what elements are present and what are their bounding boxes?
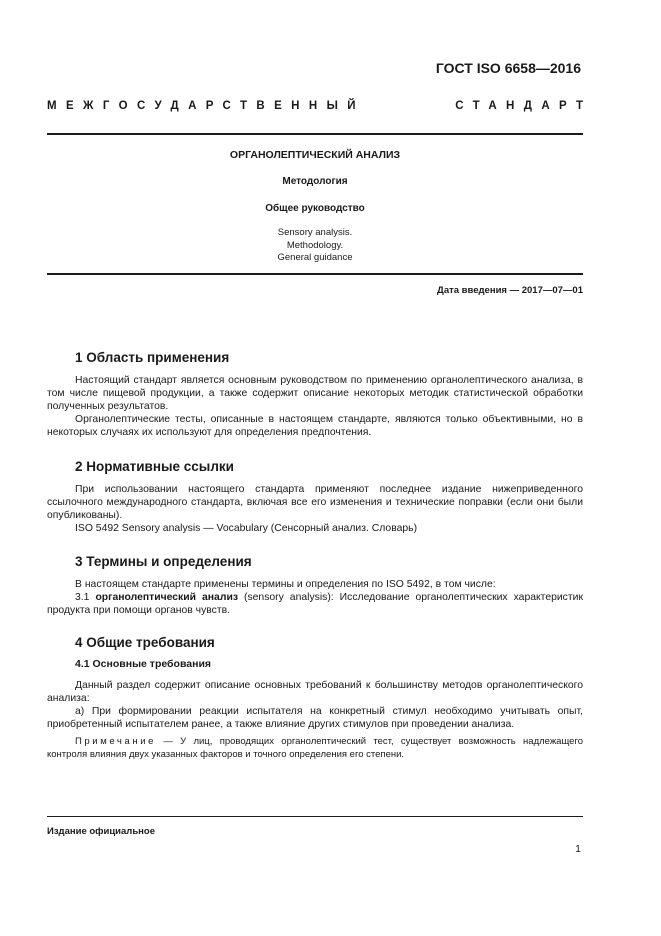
- section-2: [47, 460, 583, 535]
- paragraph: Органолептические тесты, описанные в настоящем стандарте, являются только объективными, но в некоторых случаях их используют для определения предпочтения.: [47, 414, 583, 438]
- section-3: [47, 555, 583, 617]
- header-divider: [47, 133, 583, 135]
- interstate-standard-banner: [47, 100, 593, 112]
- note-label: Примечание: [75, 736, 156, 747]
- interstate-label: МЕЖГОСУДАРСТВЕННЫЙ: [47, 100, 365, 112]
- english-title-line: General guidance: [277, 252, 353, 263]
- section-4: [47, 636, 583, 761]
- footer-divider: [47, 816, 583, 817]
- note: [47, 736, 583, 761]
- page-number: 1: [575, 843, 581, 855]
- section-heading: 4 Общие требования: [75, 635, 215, 650]
- term-number: 3.1: [75, 592, 90, 603]
- document-title: ОРГАНОЛЕПТИЧЕСКИЙ АНАЛИЗ: [229, 149, 401, 161]
- document-subtitle-guidance: Общее руководство: [265, 203, 365, 214]
- term-definition: [47, 591, 583, 617]
- english-title-line: Methodology.: [286, 239, 344, 251]
- document-code: ГОСТ ISO 6658—2016: [435, 60, 581, 76]
- document-subtitle-methodology: Методология: [282, 176, 348, 187]
- paragraph: а) При формировании реакции испытателя на конкретный стимул необходимо учитывать опыт, приобретенный испытателем ранее, а также влияние других стимулов при проведении анализа.: [47, 706, 583, 730]
- term-text: (sensory analysis): Исследование органолептических характеристик продукта при помощи органов чувств.: [47, 592, 583, 616]
- paragraph: В настоящем стандарте применены термины и определения по ISO 5492, в том числе:: [75, 579, 496, 590]
- standard-label: СТАНДАРТ: [455, 100, 593, 112]
- section-heading: 1 Область применения: [75, 350, 230, 365]
- section-1: [47, 351, 583, 439]
- section-heading: 2 Нормативные ссылки: [75, 459, 234, 474]
- title-divider: [47, 273, 583, 275]
- english-title: [47, 227, 583, 265]
- subsection-heading: 4.1 Основные требования: [75, 658, 212, 670]
- section-heading: 3 Термины и определения: [75, 554, 252, 569]
- paragraph: ISO 5492 Sensory analysis — Vocabulary (Сенсорный анализ. Словарь): [75, 523, 418, 534]
- paragraph: Настоящий стандарт является основным руководством по применению органолептического анализа, в том числе пищевой продукции, а также содержит описание некоторых методик статистической обработки полученных результатов.: [47, 375, 583, 412]
- english-title-line: Sensory analysis.: [277, 227, 353, 238]
- introduction-date: Дата введения — 2017—07—01: [437, 285, 583, 296]
- note-text: — У лиц, проводящих органолептический тест, существует возможность надлежащего контроля влияния двух указанных факторов и точного определения его степени.: [47, 736, 583, 760]
- term-name: органолептический анализ: [95, 592, 238, 603]
- paragraph: При использовании настоящего стандарта применяют последнее издание нижеприведенного ссылочного международного стандарта, включая все его изменения и технические поправки (если они были опубликованы).: [47, 484, 583, 521]
- paragraph: Данный раздел содержит описание основных требований к большинству методов органолептического анализа:: [47, 680, 583, 704]
- official-edition-label: Издание официальное: [47, 826, 155, 837]
